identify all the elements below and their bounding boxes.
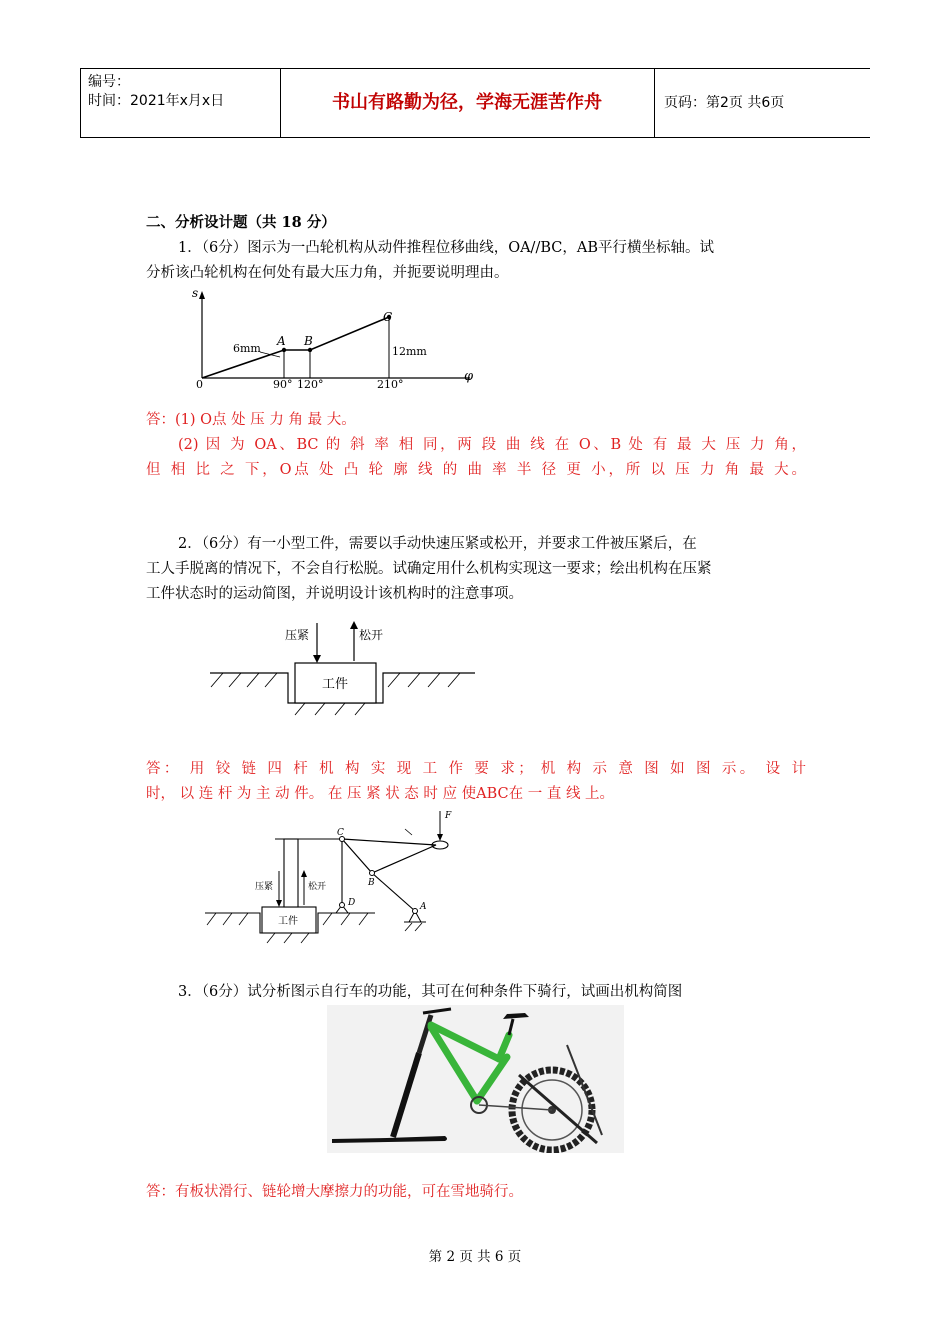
q1-s-label: s <box>192 286 199 300</box>
q1-answer-line2: (2) 因 为 OA、BC 的 斜 率 相 同，两 段 曲 线 在 O、B 处 有 最 大 压 力 角， <box>178 437 806 453</box>
q1-label-a: A <box>277 334 286 348</box>
header-number: 编号： <box>88 74 130 90</box>
q1-label-c: C <box>383 310 393 324</box>
q2-label-b: B <box>368 878 375 888</box>
page-footer: 第 2 页 共 6 页 <box>428 1249 522 1265</box>
page-header <box>80 68 870 138</box>
q2-label-a: A <box>420 902 427 912</box>
q1-6mm: 6mm <box>233 342 261 355</box>
q2-label-c: C <box>337 828 344 838</box>
header-date: 时间：2021年x月x日 <box>88 93 225 109</box>
q2-press-rod <box>284 839 298 907</box>
q2-text-line3: 工件状态时的运动简图，并说明设计该机构时的注意事项。 <box>146 586 523 602</box>
q1-point-a <box>282 348 286 352</box>
q1-origin-label: 0 <box>196 378 203 390</box>
snow-bike-photo <box>327 1005 624 1153</box>
front-fork <box>393 1053 419 1137</box>
q2-text-line1: 2．（6分）有一小型工件，需要以手动快速压紧或松开，并要求工件被压紧后，在 <box>178 536 697 552</box>
q2-text-line2: 工人手脱离的情况下，不会自行松脱。试确定用什么机构实现这一要求；绘出机构在压紧 <box>146 561 712 577</box>
seat <box>503 1013 529 1019</box>
front-ski <box>332 1136 447 1143</box>
q2-workpiece-figure <box>205 615 485 740</box>
q2-linkage-release-head <box>301 870 307 877</box>
section-title: 二、分析设计题（共 18 分） <box>146 214 336 231</box>
q2-linkage-release-label: 松开 <box>308 882 327 892</box>
seat-post <box>509 1019 513 1035</box>
q2-joint-b <box>370 871 375 876</box>
q1-label-b: B <box>304 334 313 348</box>
q2-press-label: 压紧 <box>285 628 310 642</box>
q2-coupler <box>342 839 436 873</box>
q2-linkage-work-label: 工件 <box>278 916 298 927</box>
handlebar <box>423 1009 451 1013</box>
q2-crank-ab <box>372 873 415 911</box>
header-motto: 书山有路勤为径，学海无涯苦作舟 <box>332 92 602 113</box>
q2-joint-d <box>340 903 345 908</box>
q2-joint-a <box>413 909 418 914</box>
q2-workpiece-label: 工件 <box>322 677 349 692</box>
q1-curve <box>202 317 389 378</box>
q2-release-label: 松开 <box>359 628 384 642</box>
q1-point-b <box>308 348 312 352</box>
snow-bike-drawing <box>327 1005 624 1153</box>
header-meta <box>88 73 224 111</box>
q2-answer-line2: 时， 以 连 杆 为 主 动 件。 在 压 紧 状 态 时 应 使ABC在 一 直 线 上。 <box>146 786 615 802</box>
q2-linkage-press-label: 压紧 <box>255 882 274 892</box>
q2-label-d: D <box>348 898 356 908</box>
q1-displacement-figure <box>180 285 480 390</box>
header-divider-2 <box>654 69 655 137</box>
q1-y-arrow <box>199 291 205 299</box>
q2-release-arrowhead <box>350 621 358 629</box>
q3-text-line1: 3．（6分）试分析图示自行车的功能，其可在何种条件下骑行，试画出机构简图 <box>178 984 683 1000</box>
q2-answer-line1: 答： 用 铰 链 四 杆 机 构 实 现 工 作 要 求； 机 构 示 意 图 如 图 示。 设 计 <box>146 761 806 777</box>
q2-linkage-press-head <box>276 900 282 907</box>
q3-answer: 答：有板状滑行、链轮增大摩擦力的功能，可在雪地骑行。 <box>146 1184 523 1200</box>
green-frame <box>431 1025 509 1101</box>
q1-answer-line3: 但 相 比 之 下，O点 处 凸 轮 廓 线 的 曲 率 半 径 更 小，所 以 压 力 角 最 大。 <box>146 462 806 478</box>
header-page-number: 页码：第2页 共6页 <box>664 95 785 111</box>
q1-x210: 210° <box>377 378 404 390</box>
q1-phi-label: φ <box>464 369 474 384</box>
q2-press-arrowhead <box>313 655 321 663</box>
q2-force-head <box>437 834 443 841</box>
q1-text-line1: 1．（6分）图示为一凸轮机构从动件推程位移曲线，OA//BC，AB平行横坐标轴。试 <box>178 240 714 256</box>
q2-label-f: F <box>445 811 452 821</box>
q2-rotation-mark <box>405 829 412 835</box>
header-left-border <box>80 69 81 137</box>
q1-x90: 90° <box>273 378 293 390</box>
q1-12mm: 12mm <box>392 345 427 358</box>
fork-top <box>419 1015 431 1053</box>
q1-x120: 120° <box>297 378 324 390</box>
q1-answer-line1: 答：(1) O点 处 压 力 角 最 大。 <box>146 412 356 428</box>
q1-text-line2: 分析该凸轮机构在何处有最大压力角，并扼要说明理由。 <box>146 265 509 281</box>
q2-linkage-figure <box>200 805 465 945</box>
